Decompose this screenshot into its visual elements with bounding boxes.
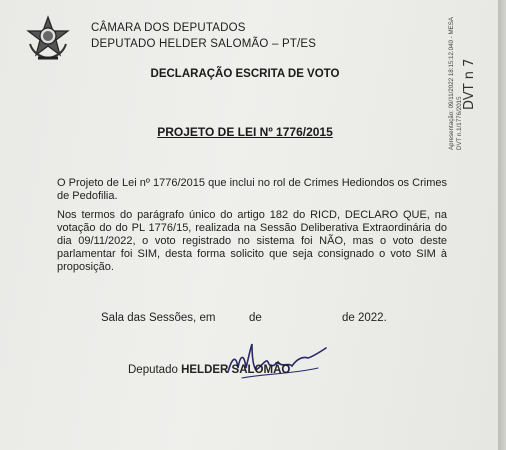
handwritten-annotation: DVT n 7 xyxy=(462,58,477,110)
institution-name: CÂMARA DOS DEPUTADOS xyxy=(91,22,246,34)
presentation-stamp: Apresentação: 09/11/2022 18:15:12.040 - MESA xyxy=(448,16,455,150)
document-title: DECLARAÇÃO ESCRITA DE VOTO xyxy=(150,68,340,80)
place-date-part2: de xyxy=(249,312,262,324)
handwritten-signature xyxy=(222,338,332,384)
place-date-part1: Sala das Sessões, em xyxy=(101,312,216,324)
brasil-coat-of-arms-icon xyxy=(24,14,72,62)
signature-line xyxy=(128,364,290,376)
signature-prefix: Deputado xyxy=(128,364,178,376)
paragraph-bill-description: O Projeto de Lei nº 1776/2015 que inclui no rol de Crimes Hediondos os Crimes de Pedofilia. xyxy=(57,177,447,202)
paragraph-vote-declaration: Nos termos do parágrafo único do artigo 182 do RICD, DECLARO QUE, na votação do do PL 1776/15, realizada na Sessão Deliberativa Extraordinária do dia 09/11/2022, o voto registrado no sistema foi NÃO, mas o voto deste parlamentar foi SIM, desta forma solicito que seja consignado o voto SIM à proposição. xyxy=(57,209,447,273)
dvt-stamp: DVT n.1/1776/2015 xyxy=(456,96,463,150)
office-name: DEPUTADO HELDER SALOMÃO – PT/ES xyxy=(91,38,317,50)
signature-name: HELDER SALOMÃO xyxy=(181,364,291,376)
place-date-part3: de 2022. xyxy=(342,312,387,324)
bill-subtitle: PROJETO DE LEI Nº 1776/2015 xyxy=(157,125,333,139)
page-edge xyxy=(498,0,506,450)
